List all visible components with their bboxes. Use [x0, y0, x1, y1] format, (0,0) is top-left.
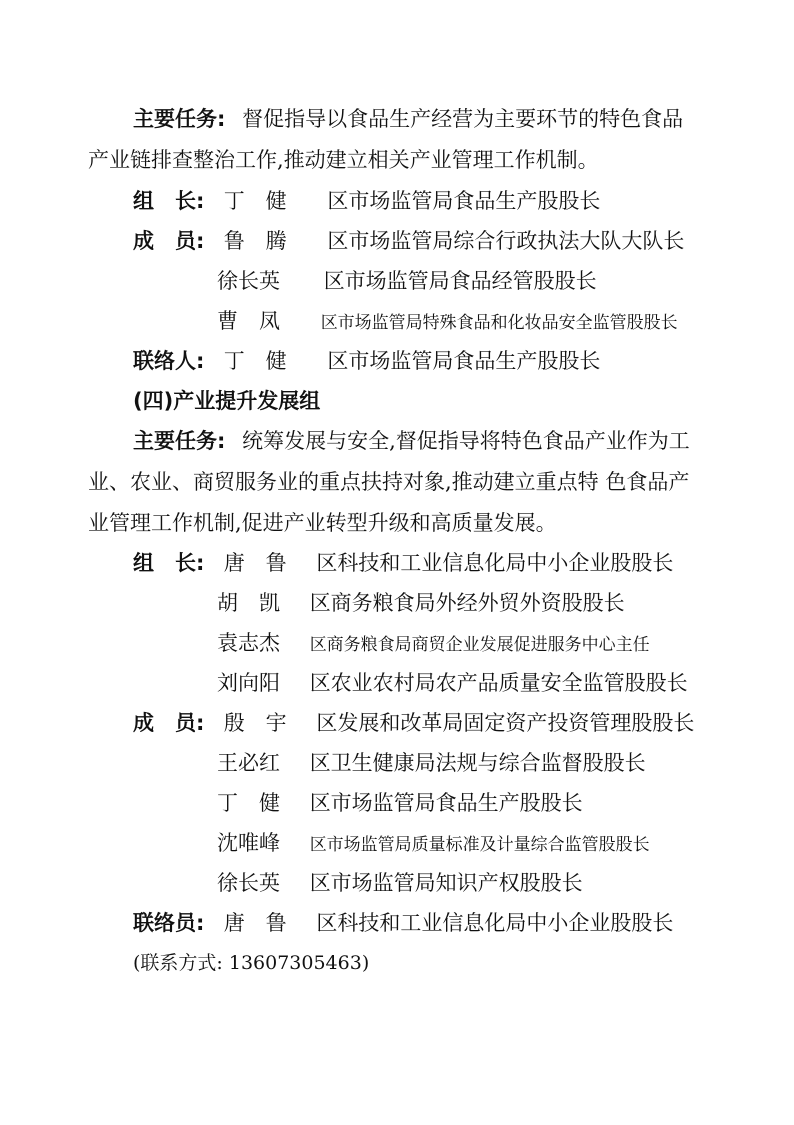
member-row — [217, 868, 583, 898]
task-line-1 — [133, 104, 683, 134]
member-row — [217, 748, 646, 778]
leader-title: 区市场监管局食品生产股股长 — [327, 189, 601, 213]
leader-name: 唐 鲁 — [223, 551, 287, 575]
task-line-1 — [133, 426, 690, 456]
leader-title: 区农业农村局农产品质量安全监管股股长 — [309, 671, 688, 695]
member-name: 沈唯峰 — [217, 831, 280, 855]
leader-title: 区商务粮食局商贸企业发展促进服务中心主任 — [309, 635, 650, 655]
task-line-2: 产业链排查整治工作,推动建立相关产业管理工作机制。 — [88, 148, 599, 172]
task-text: 督促指导以食品生产经营为主要环节的特色食品 — [242, 107, 684, 131]
leader-row — [133, 548, 673, 578]
member-title: 区市场监管局质量标准及计量综合监管股股长 — [309, 835, 650, 855]
member-row — [217, 266, 597, 296]
contact-name: 丁 健 — [223, 349, 287, 373]
member-row — [217, 788, 583, 818]
contact-label: 联络人: — [133, 349, 205, 373]
leader-label: 组 长: — [133, 189, 205, 213]
contact-name: 唐 鲁 — [223, 911, 287, 935]
leaders-label: 组 长: — [133, 551, 205, 575]
member-row — [133, 226, 684, 256]
member-title: 区市场监管局知识产权股股长 — [309, 871, 583, 895]
leader-name: 袁志杰 — [217, 631, 280, 655]
leader-row — [133, 186, 600, 216]
task-text: 统筹发展与安全,督促指导将特色食品产业作为工 — [242, 429, 690, 453]
contact-info: (联系方式: 13607305463) — [133, 952, 370, 974]
leader-title: 区商务粮食局外经外贸外资股股长 — [309, 591, 625, 615]
leader-name: 胡 凯 — [217, 591, 280, 615]
member-name: 鲁 腾 — [223, 229, 287, 253]
contact-row — [133, 908, 673, 938]
contact-row — [133, 346, 600, 376]
contact-title: 区科技和工业信息化局中小企业股股长 — [316, 911, 674, 935]
task-label: 主要任务: — [133, 429, 226, 453]
member-title: 区发展和改革局固定资产投资管理股股长 — [316, 711, 695, 735]
member-name: 王必红 — [217, 751, 280, 775]
contact-title: 区市场监管局食品生产股股长 — [327, 349, 601, 373]
members-label: 成 员: — [133, 711, 205, 735]
task-line-3: 业管理工作机制,促进产业转型升级和高质量发展。 — [88, 511, 557, 535]
section-heading: (四)产业提升发展组 — [133, 389, 321, 413]
member-row — [133, 708, 694, 738]
member-title: 区卫生健康局法规与综合监督股股长 — [309, 751, 646, 775]
member-name: 徐长英 — [217, 269, 280, 293]
member-title: 区市场监管局食品生产股股长 — [309, 791, 583, 815]
member-name: 曹 凤 — [217, 309, 280, 333]
contact-label: 联络员: — [133, 911, 205, 935]
task-line-2: 业、农业、商贸服务业的重点扶持对象,推动建立重点特 色食品产 — [88, 470, 690, 494]
member-row — [217, 828, 650, 860]
leader-name: 丁 健 — [223, 189, 287, 213]
member-name: 殷 宇 — [223, 711, 287, 735]
members-label: 成 员: — [133, 229, 205, 253]
member-name: 丁 健 — [217, 791, 280, 815]
leader-row — [217, 668, 688, 698]
member-title: 区市场监管局特殊食品和化妆品安全监管股股长 — [320, 313, 678, 333]
leader-row — [217, 588, 625, 618]
leader-row — [217, 628, 650, 660]
member-name: 徐长英 — [217, 871, 280, 895]
member-title: 区市场监管局食品经管股股长 — [323, 269, 597, 293]
leader-title: 区科技和工业信息化局中小企业股股长 — [316, 551, 674, 575]
task-label: 主要任务: — [133, 107, 226, 131]
member-row — [217, 306, 678, 338]
leader-name: 刘向阳 — [217, 671, 280, 695]
member-title: 区市场监管局综合行政执法大队大队长 — [327, 229, 685, 253]
